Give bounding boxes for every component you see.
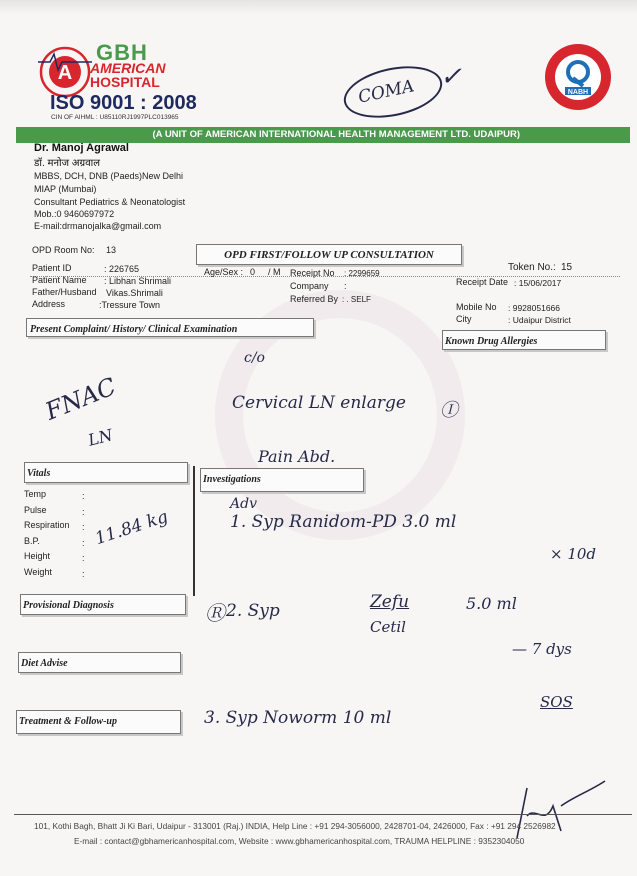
hw-rx1-freq: × 10d bbox=[550, 545, 597, 563]
hw-pain: Pain Abd. bbox=[258, 447, 336, 466]
vital-height: Height bbox=[24, 551, 51, 562]
hw-rx2-drug: Zefu bbox=[370, 592, 410, 612]
token-value: 15 bbox=[561, 262, 573, 273]
patient-mobile-value: : 9928051666 bbox=[508, 303, 560, 313]
doctor-miap: MIAP (Mumbai) bbox=[34, 184, 97, 194]
agesex-label: Age/Sex : bbox=[204, 267, 244, 277]
patient-name-label: Patient Name bbox=[32, 275, 87, 285]
hw-cervical: Cervical LN enlarge bbox=[232, 393, 406, 413]
hw-rx2-duration: — 7 dys bbox=[512, 640, 572, 658]
city-value: : Udaipur District bbox=[508, 315, 571, 325]
treatment-section-header bbox=[16, 710, 181, 734]
doctor-name-hindi: डॉ. मनोज अग्रवाल bbox=[34, 158, 101, 169]
patient-name-value: : Libhan Shrimali bbox=[104, 276, 172, 286]
opd-room-value: 13 bbox=[106, 245, 117, 255]
patient-id-label: Patient ID bbox=[32, 263, 72, 273]
diet-title: Diet Advise bbox=[21, 658, 68, 669]
logo-hospital: HOSPITAL bbox=[90, 74, 160, 90]
patient-mobile-label: Mobile No bbox=[456, 302, 497, 312]
hw-o-sign: Ⓘ bbox=[440, 400, 458, 421]
treatment-title: Treatment & Follow-up bbox=[19, 716, 117, 727]
hw-rx2: 2. Syp bbox=[226, 601, 280, 621]
footer-address: 101, Kothi Bagh, Bhatt Ji Ki Bari, Udaipur - 313001 (Raj.) INDIA, Help Line : +91 294-3056000, 2428701-04, 2426000, Fax : +91 294 2526982 bbox=[34, 821, 556, 831]
vitals-section-header bbox=[24, 462, 188, 483]
vital-respiration: Respiration bbox=[24, 520, 70, 531]
company-label: Company bbox=[290, 281, 329, 291]
hw-fnac: FNAC bbox=[41, 372, 120, 426]
vital-bp: B.P. bbox=[24, 535, 40, 546]
investigations-title: Investigations bbox=[203, 474, 261, 485]
hw-co: c/o bbox=[244, 350, 265, 366]
patient-id-value: : 226765 bbox=[104, 264, 140, 274]
referred-label: Referred By bbox=[290, 294, 339, 304]
hw-rx2-dose: 5.0 ml bbox=[466, 594, 517, 613]
opd-title: OPD FIRST/FOLLOW UP CONSULTATION bbox=[224, 249, 434, 261]
iso-certification: ISO 9001 : 2008 bbox=[50, 92, 197, 114]
receipt-date-value: : 15/06/2017 bbox=[514, 278, 562, 288]
token-label: Token No.: bbox=[508, 262, 556, 273]
hw-adv: Adv bbox=[230, 496, 257, 512]
opd-title-box bbox=[196, 244, 462, 265]
allergies-title: Known Drug Allergies bbox=[445, 336, 538, 347]
hw-rx2-sub: Cetil bbox=[370, 618, 406, 636]
svg-text:A: A bbox=[57, 62, 73, 84]
hw-rx1: 1. Syp Ranidom-PD 3.0 ml bbox=[230, 512, 457, 532]
address-label: Address bbox=[32, 299, 66, 309]
vertical-divider bbox=[193, 466, 195, 596]
vital-weight: Weight bbox=[24, 566, 52, 577]
nabh-seal-icon bbox=[543, 42, 613, 112]
logo-american: AMERICAN bbox=[90, 60, 166, 76]
referred-value: : . SELF bbox=[342, 295, 371, 304]
doctor-degrees: MBBS, DCH, DNB (Paeds)New Delhi bbox=[34, 171, 184, 181]
diagnosis-title: Provisional Diagnosis bbox=[23, 600, 114, 611]
footer-contact: E-mail : contact@gbhamericanhospital.com, Website : www.gbhamericanhospital.com, TRAUMA HELPLINE : 9352304050 bbox=[74, 836, 525, 846]
vital-temp: Temp bbox=[24, 489, 47, 499]
receipt-date-label: Receipt Date bbox=[456, 277, 509, 287]
opd-room-label: OPD Room No: bbox=[32, 245, 95, 255]
investigations-section-header bbox=[200, 468, 364, 492]
vitals-title: Vitals bbox=[27, 468, 51, 479]
page-top-edge bbox=[0, 0, 637, 14]
vitals-colons: : : : : : : bbox=[82, 491, 85, 579]
nabh-label: NABH bbox=[567, 89, 589, 96]
company-value: : bbox=[344, 281, 347, 291]
city-label: City bbox=[456, 314, 472, 324]
vital-pulse: Pulse bbox=[24, 504, 47, 515]
diagnosis-section-header bbox=[20, 594, 186, 615]
nabh-seal bbox=[543, 42, 613, 112]
doctor-name: Dr. Manoj Agrawal bbox=[34, 142, 129, 154]
complaint-title: Present Complaint/ History/ Clinical Examination bbox=[30, 324, 238, 335]
hw-rx3: 3. Syp Noworm 10 ml bbox=[204, 708, 392, 728]
stamp-coma-text: COMA bbox=[356, 76, 417, 108]
footer-divider bbox=[14, 814, 632, 815]
hw-rx2-circle: Ⓡ bbox=[205, 601, 225, 625]
diet-section-header bbox=[18, 652, 181, 673]
age-value: 0 bbox=[250, 267, 256, 277]
doctor-email: E-mail:drmanojalka@gmail.com bbox=[34, 221, 162, 231]
hw-weight: 11.84 kg bbox=[92, 506, 171, 550]
allergies-section-header bbox=[442, 330, 606, 350]
logo-gbh: GBH bbox=[96, 40, 148, 65]
complaint-section-header bbox=[26, 318, 314, 337]
father-value: Vikas.Shrimali bbox=[106, 288, 163, 298]
receipt-label: Receipt No bbox=[290, 268, 335, 278]
sex-value: / M bbox=[268, 267, 281, 277]
doctor-specialty: Consultant Pediatrics & Neonatologist bbox=[34, 197, 186, 207]
doctor-mobile: Mob.:0 9460697972 bbox=[34, 209, 115, 219]
cin-number: CIN OF AIHML : U85110RJ1997PLC013965 bbox=[51, 114, 179, 121]
banner-text: (A UNIT OF AMERICAN INTERNATIONAL HEALTH MANAGEMENT LTD. UDAIPUR) bbox=[152, 129, 520, 140]
header-banner bbox=[16, 127, 630, 143]
address-value: :Tressure Town bbox=[99, 300, 161, 310]
receipt-value: : 2299659 bbox=[344, 269, 380, 278]
father-label: Father/Husband bbox=[32, 287, 97, 297]
hw-ln: LN bbox=[86, 425, 115, 450]
stamp-check-icon: ✓ bbox=[440, 62, 462, 92]
hw-rx3-note: SOS bbox=[540, 693, 573, 711]
